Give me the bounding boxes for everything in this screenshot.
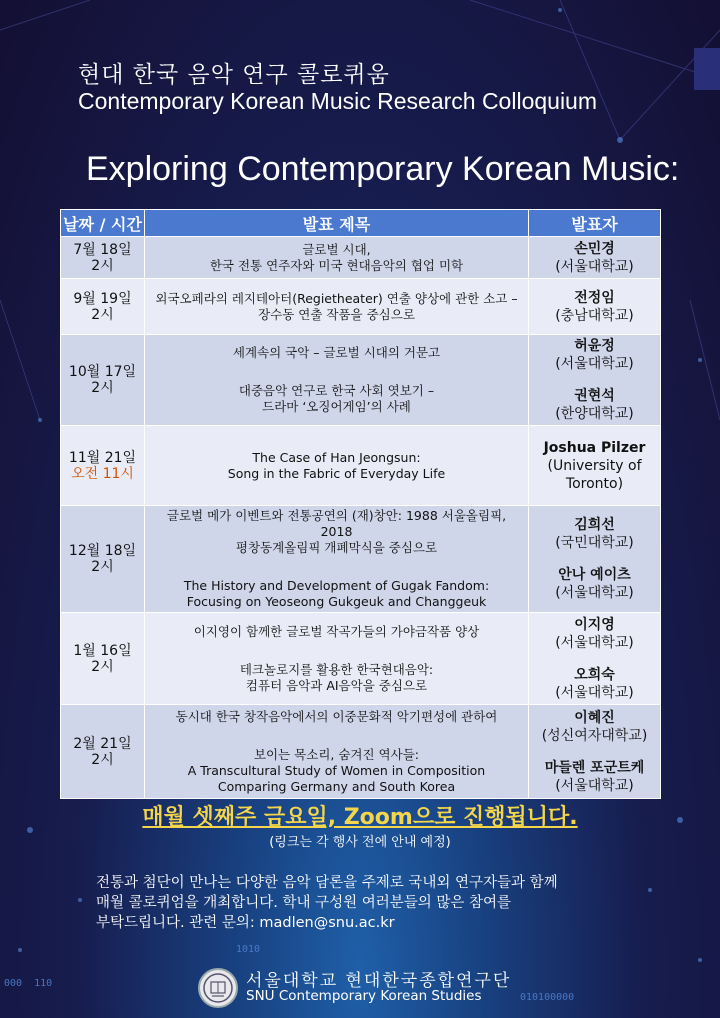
presenter [533,709,656,745]
talk-line: 장수동 연출 작품을 중심으로 [258,306,415,322]
presenter [533,616,656,652]
talk-cell [145,237,529,279]
talk-cell [145,506,529,613]
zoom-notice: 매월 셋째주 금요일, Zoom으로 진행됩니다. [142,805,578,830]
corner-decoration [694,48,720,90]
presenter-name: 안나 예이츠 [558,567,631,583]
intro-line: 전통과 첨단이 만나는 다양한 음악 담론을 주제로 국내외 연구자들과 함께 [96,875,558,891]
session-date: 10월 17일 [68,364,137,380]
intro-line: 매월 콜로퀴엄을 개최합니다. 학내 구성원 여러분들의 많은 참여를 [96,895,512,911]
presenter-affiliation: (성신여자대학교) [541,727,648,744]
talk-line: 컴퓨터 음악과 AI음악을 중심으로 [245,677,428,693]
presenter-affiliation: (서울대학교) [555,585,634,601]
presenter-affiliation: (서울대학교) [555,684,634,701]
presenter-affiliation: (서울대학교) [555,634,634,651]
header-talk-title: 발표 제목 [145,210,529,237]
talk-line: The Case of Han Jeongsun: [252,449,421,465]
presenter-name: 권현석 [574,388,615,404]
schedule-row [61,335,661,426]
talk-line: 한국 전통 연주자와 미국 현대음악의 협업 미학 [209,257,464,273]
date-cell [61,335,145,426]
presenter [533,666,656,702]
talk-line: 세계속의 국악 – 글로벌 시대의 거문고 [232,345,441,360]
presenter [533,387,656,423]
schedule-row [61,613,661,705]
footer-institute [198,966,558,1010]
presenter-name: 마들렌 포군트케 [544,759,645,776]
date-cell [61,506,145,613]
session-date: 1월 16일 [73,642,132,659]
zoom-notice-sub: (링크는 각 행사 전에 안내 예정) [269,835,451,850]
binary-decoration: 1010 [236,944,261,955]
session-date: 12월 18일 [68,543,137,559]
university-seal-icon [198,968,238,1008]
presenter-cell [529,705,661,799]
presenter-affiliation: (국민대학교) [555,535,634,551]
talk-title [149,578,524,610]
presenter-affiliation: (충남대학교) [555,307,634,324]
presenter-affiliation: Toronto) [565,475,624,492]
presenter [533,289,656,325]
date-cell [61,279,145,335]
presenter [533,566,656,602]
talk-title [149,383,524,415]
talk-line: 동시대 한국 창작음악에서의 이중문화적 악기편성에 관하여 [175,708,498,724]
header-presenter: 발표자 [529,210,661,237]
presenter [533,439,656,493]
talk-line: Comparing Germany and South Korea [217,778,456,794]
intro-line: 부탁드립니다. 관련 문의: madlen@snu.ac.kr [96,915,395,931]
schedule-row [61,506,661,613]
presenter-affiliation: (서울대학교) [555,777,634,794]
presenter-cell [529,279,661,335]
presenter-affiliation: (University of [547,457,642,474]
talk-line: 외국오페라의 레지테아터(Regietheater) 연출 양상에 관한 소고 – [155,290,518,306]
institute-name-english: SNU Contemporary Korean Studies [246,988,482,1004]
presenter [533,759,656,795]
presenter-name: 김희선 [574,517,615,533]
talk-line: 평창동계올림픽 개폐막식을 중심으로 [235,540,438,555]
presenter [533,516,656,552]
schedule-header-row [61,210,661,237]
presenter-name: 허윤정 [574,338,615,354]
talk-cell [145,705,529,799]
schedule-row [61,279,661,335]
talk-title [149,508,524,556]
talk-line: 드라마 ‘오징어게임’의 사례 [262,399,411,414]
talk-cell [145,279,529,335]
binary-decoration: 010100000 [520,992,575,1003]
date-cell [61,613,145,705]
intro-paragraph [96,873,676,933]
session-date: 2월 21일 [73,735,132,752]
header-date-time: 날짜 / 시간 [61,210,145,237]
title-korean: 현대 한국 음악 연구 콜로퀴움 [78,62,390,88]
talk-title [149,709,524,725]
talk-line: The History and Development of Gugak Fandom: [183,578,490,593]
talk-title [149,624,524,640]
presenter-affiliation: (서울대학교) [555,258,634,275]
talk-line: 글로벌 시대, [302,241,371,257]
session-time: 오전 11시 [71,465,134,482]
date-cell [61,426,145,506]
talk-line: 보이는 목소리, 숨겨진 역사들: [253,746,419,762]
session-time: 2시 [91,751,114,768]
session-time: 2시 [91,306,114,323]
presenter [533,337,656,373]
schedule-row [61,705,661,799]
session-time: 2시 [91,380,114,396]
presenter-cell [529,335,661,426]
presenter-cell [529,506,661,613]
presenter-affiliation: (한양대학교) [555,406,634,422]
session-date: 11월 21일 [68,449,137,466]
presenter-name: 이지영 [574,616,615,633]
session-date: 7월 18일 [73,241,132,258]
presenter-name: 오희숙 [574,666,615,683]
talk-title [149,242,524,274]
talk-line: Song in the Fabric of Everyday Life [227,465,446,481]
session-time: 2시 [91,658,114,675]
presenter-name: 전정임 [574,289,615,306]
talk-line: Focusing on Yeoseong Gukgeuk and Changgeuk [186,594,487,609]
talk-title [149,662,524,694]
presenter-cell [529,237,661,279]
talk-line: 글로벌 메가 이벤트와 전통공연의 (재)창안: 1988 서울올림픽, 2018 [166,508,507,539]
presenter-name: Joshua Pilzer [543,439,646,456]
date-cell [61,237,145,279]
presenter-affiliation: (서울대학교) [555,356,634,372]
talk-title [149,450,524,482]
institute-name-korean: 서울대학교 현대한국종합연구단 [246,971,512,991]
talk-cell [145,426,529,506]
title-english: Contemporary Korean Music Research Colloquium [78,88,598,114]
talk-line: A Transcultural Study of Women in Composition [187,762,486,778]
session-date: 9월 19일 [73,290,132,307]
date-cell [61,705,145,799]
talk-line: 테크놀로지를 활용한 한국현대음악: [239,661,434,677]
talk-line: 이지영이 함께한 글로벌 작곡가들의 가야금작품 양상 [193,623,480,639]
session-time: 2시 [91,257,114,274]
schedule-row [61,237,661,279]
presenter-cell [529,613,661,705]
presenter [533,240,656,276]
talk-title [149,747,524,795]
talk-title [149,345,524,361]
headline: Exploring Contemporary Korean Music: [86,150,680,188]
binary-decoration: 000 110 [4,978,53,989]
presenter-name: 이혜진 [574,709,615,726]
talk-cell [145,335,529,426]
talk-line: 대중음악 연구로 한국 사회 엿보기 – [238,383,435,398]
presenter-cell [529,426,661,506]
presenter-name: 손민경 [574,240,615,257]
talk-title [149,291,524,323]
schedule-row [61,426,661,506]
session-time: 2시 [91,559,114,575]
talk-cell [145,613,529,705]
schedule-table [60,209,661,799]
